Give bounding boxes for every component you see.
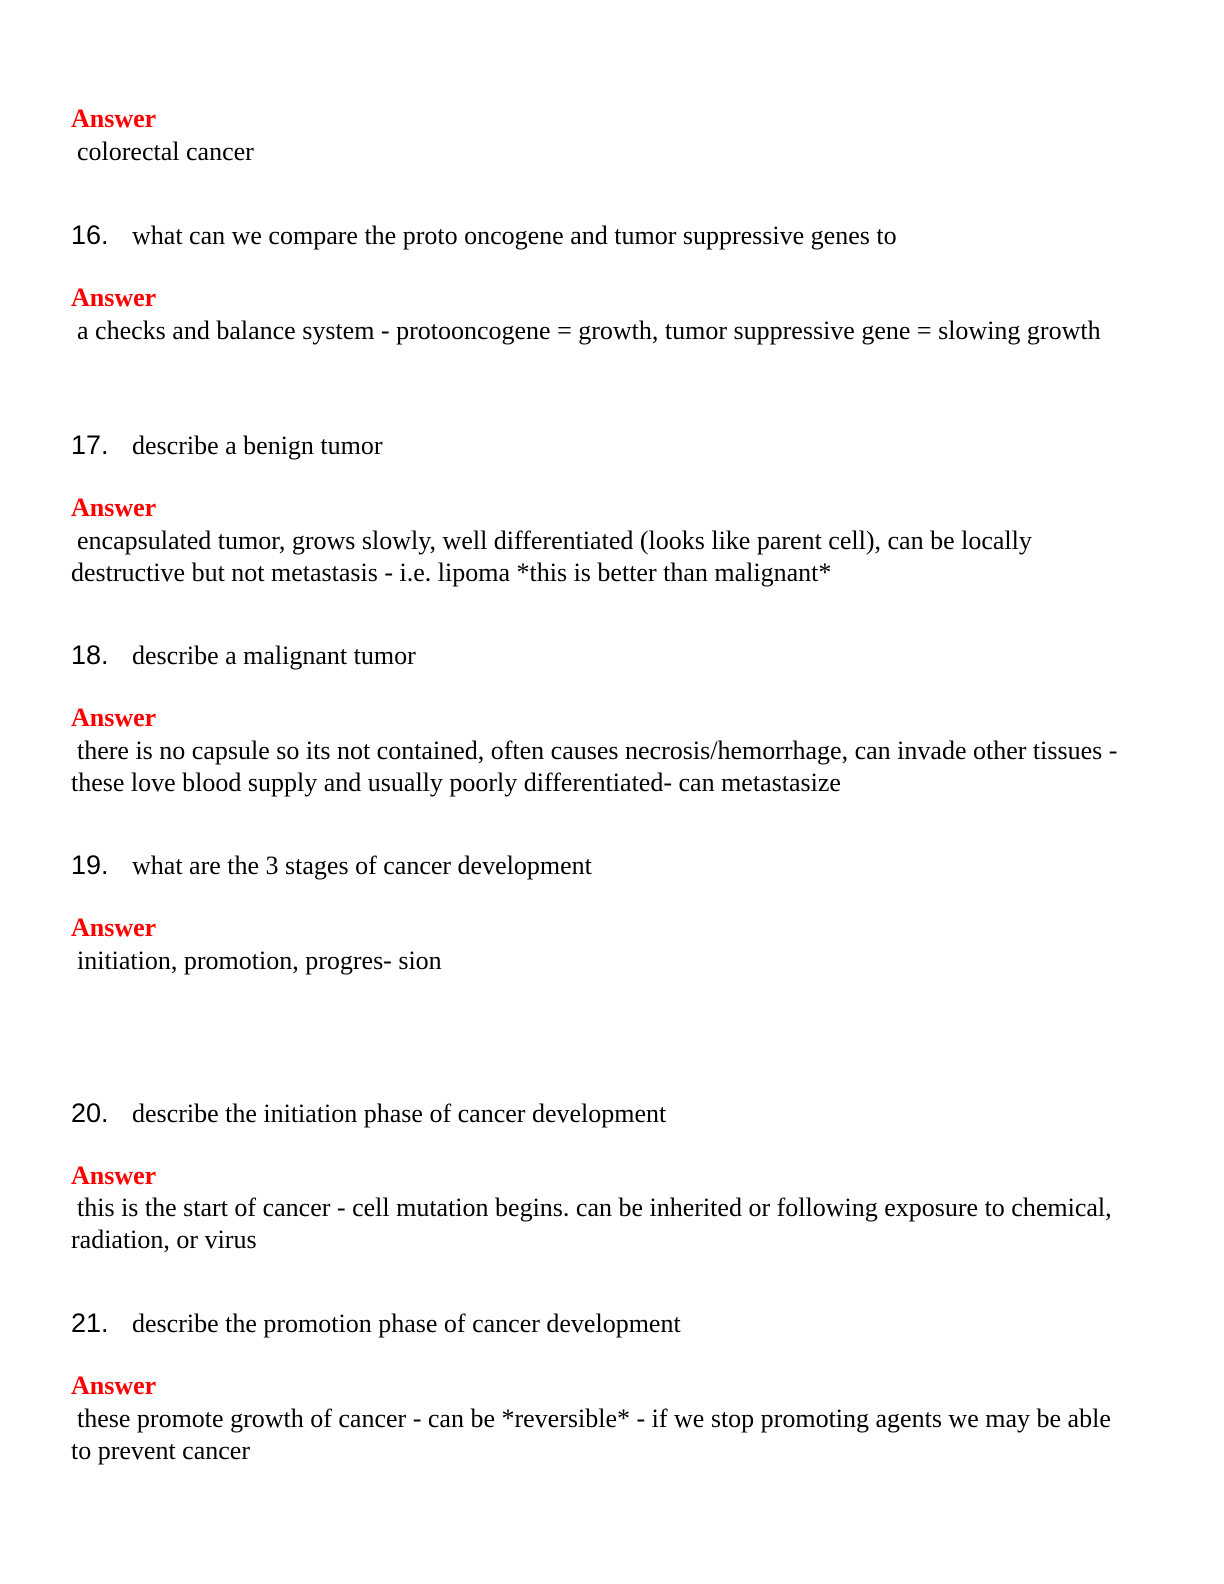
- answer-text: there is no capsule so its not contained, often causes necrosis/hemorrhage, can invade other tissues - these love blood supply and usually poorly differentiated- can metastasize: [71, 736, 1118, 797]
- answer-text: a checks and balance system - protooncogene = growth, tumor suppressive gene = slowing growth: [77, 316, 1101, 345]
- question-20: [71, 1097, 1131, 1134]
- answer-label: Answer: [71, 493, 157, 522]
- answer-text: encapsulated tumor, grows slowly, well differentiated (looks like parent cell), can be locally destructive but not metastasis - i.e. lipoma *this is better than malignant*: [71, 526, 1032, 587]
- answer-text: colorectal cancer: [77, 137, 254, 166]
- answer-label: Answer: [71, 913, 157, 942]
- answer-label: Answer: [71, 283, 157, 312]
- question-text: describe a benign tumor: [132, 431, 383, 460]
- question-text: describe a malignant tumor: [132, 641, 416, 670]
- question-text: what are the 3 stages of cancer development: [132, 851, 592, 880]
- question-number: 21.: [71, 1308, 109, 1338]
- answer-text: initiation, promotion, progres- sion: [77, 946, 442, 975]
- question-text: what can we compare the proto oncogene and tumor suppressive genes to: [132, 221, 897, 250]
- question-text: describe the promotion phase of cancer development: [132, 1309, 681, 1338]
- question-number: 16.: [71, 220, 109, 250]
- question-number: 19.: [71, 850, 109, 880]
- question-text: describe the initiation phase of cancer development: [132, 1099, 667, 1128]
- answer-text: these promote growth of cancer - can be *reversible* - if we stop promoting agents we may be able to prevent cancer: [71, 1404, 1111, 1465]
- answer-label: Answer: [71, 1371, 157, 1400]
- answer-label: Answer: [71, 104, 157, 133]
- question-number: 18.: [71, 640, 109, 670]
- question-19: [71, 849, 1131, 886]
- question-18: [71, 639, 1131, 676]
- answer-text: this is the start of cancer - cell mutation begins. can be inherited or following exposure to chemical, radiation, or virus: [71, 1193, 1112, 1254]
- question-number: 17.: [71, 430, 109, 460]
- answer-label: Answer: [71, 1161, 157, 1190]
- question-21: [71, 1307, 1131, 1344]
- answer-label: Answer: [71, 703, 157, 732]
- question-17: [71, 429, 1131, 466]
- question-number: 20.: [71, 1098, 109, 1128]
- question-16: [71, 219, 1131, 256]
